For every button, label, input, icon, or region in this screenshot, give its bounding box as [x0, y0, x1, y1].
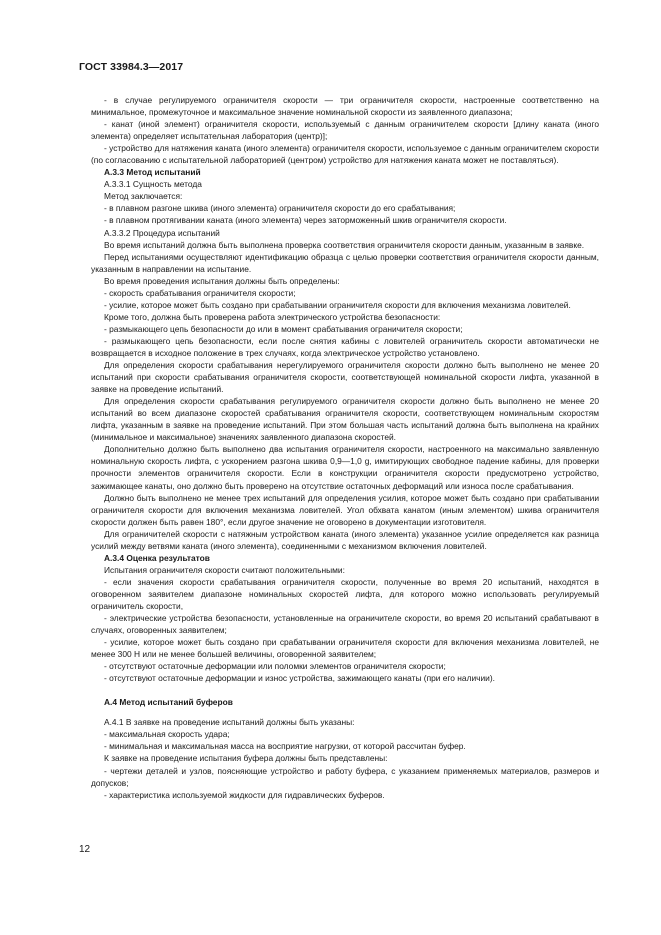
- paragraph: - скорость срабатывания ограничителя скорости;: [104, 287, 296, 298]
- paragraph: А.3.3.1 Сущность метода: [104, 179, 202, 190]
- paragraph: - устройство для натяжения каната (иного элемента) ограничителя скорости, используемое с данным ограничителем скорости (по согласованию с испытательной лабораторией (центром) устройство для натяжения каната может не поставляться).: [91, 143, 599, 166]
- paragraph: - усилие, которое может быть создано при срабатывании ограничителя скорости для включения механизма ловителей, не менее 300 Н или не менее большей величины, оговоренной заявителем;: [91, 637, 599, 660]
- paragraph: - канат (иной элемент) ограничителя скорости, используемый с данным ограничителем скорости [длину каната (иного элемента) определяет испытательная лаборатория (центр)];: [91, 119, 599, 142]
- paragraph: К заявке на проведение испытания буфера должны быть представлены:: [104, 753, 388, 764]
- paragraph: Дополнительно должно быть выполнено два испытания ограничителя скорости, настроенного на максимально заявленную номинальную скорость лифта, с ускорением разгона шкива 0,9—1,0 g, имитирующих свободное падение кабины, для проверки прочности элементов ограничителя скорости. Если в конструкции ограничителя скорости предусмотрено устройство, зажимающее канаты, оно должно быть проверено на отсутствие остаточных деформаций или износа после срабатывания.: [91, 444, 599, 491]
- subsection-heading: А.3.3 Метод испытаний: [104, 167, 201, 178]
- subsection-heading: А.3.4 Оценка результатов: [104, 552, 210, 563]
- paragraph: - в случае регулируемого ограничителя скорости — три ограничителя скорости, настроенные соответственно на минимальное, промежуточное и максимальное значение номинальной скорости из заявленного диапазона;: [91, 95, 599, 118]
- paragraph: - характеристика используемой жидкости для гидравлических буферов.: [104, 789, 385, 800]
- paragraph: - максимальная скорость удара;: [104, 729, 230, 740]
- paragraph: А.3.3.2 Процедура испытаний: [104, 227, 220, 238]
- paragraph: - отсутствуют остаточные деформации или поломки элементов ограничителя скорости;: [104, 661, 446, 672]
- paragraph: Для определения скорости срабатывания регулируемого ограничителя скорости должно быть выполнено не менее 20 испытаний во всем диапазоне скоростей срабатывания ограничителя скорости, соответствующем номинальным скоростям лифта, указанным в заявке на проведение испытаний. При этом большая часть испытаний должна быть выполнена на крайних (минимальное и максимальное) значениях заявленного диапазона скоростей.: [91, 396, 599, 443]
- paragraph: - усилие, которое может быть создано при срабатывании ограничителя скорости для включения механизма ловителей.: [104, 299, 571, 310]
- paragraph: - размыкающего цепь безопасности, если после снятия кабины с ловителей ограничитель скорости автоматически не возвращается в исходное положение в трех случаях, когда электрическое устройство установлено.: [91, 335, 599, 358]
- paragraph: - электрические устройства безопасности, установленные на ограничителе скорости, во время 20 испытаний срабатывают в случаях, оговоренных заявителем;: [91, 613, 599, 636]
- document-body: [91, 94, 599, 801]
- paragraph: Для определения скорости срабатывания нерегулируемого ограничителя скорости должно быть выполнено не менее 20 испытаний при скорости срабатывания ограничителя скорости, соответствующей номинальной скорости лифта, указанной в заявке на проведение испытаний.: [91, 360, 599, 395]
- paragraph: Во время испытаний должна быть выполнена проверка соответствия ограничителя скорости данным, указанным в заявке.: [104, 239, 585, 250]
- paragraph: А.4.1 В заявке на проведение испытаний должны быть указаны:: [104, 717, 355, 728]
- paragraph: - в плавном протягивании каната (иного элемента) через заторможенный шкив ограничителя скорости.: [104, 215, 507, 226]
- paragraph: - чертежи деталей и узлов, поясняющие устройство и работу буфера, с указанием применяемых материалов, размеров и допусков;: [91, 765, 599, 788]
- paragraph: Во время проведения испытания должны быть определены:: [104, 275, 340, 286]
- section-heading: А.4 Метод испытаний буферов: [104, 697, 233, 708]
- paragraph: - отсутствуют остаточные деформации и износ устройства, зажимающего канаты (при его наличии).: [104, 673, 495, 684]
- paragraph: Метод заключается:: [104, 191, 183, 202]
- paragraph: Перед испытаниями осуществляют идентификацию образца с целью проверки соответствия ограничителя скорости данным, указанным в направлении на испытание.: [91, 251, 599, 274]
- page-number: 12: [79, 844, 91, 855]
- paragraph: - если значения скорости срабатывания ограничителя скорости, полученные во время 20 испытаний, находятся в оговоренном заявителем диапазоне номинальных скоростей лифта, для которого можно использовать регулируемый ограничитель скорости,: [91, 576, 599, 611]
- paragraph: - в плавном разгоне шкива (иного элемента) ограничителя скорости до его срабатывания;: [104, 203, 456, 214]
- paragraph: Кроме того, должна быть проверена работа электрического устройства безопасности:: [104, 311, 441, 322]
- document-standard-title: ГОСТ 33984.3—2017: [79, 61, 184, 73]
- paragraph: Для ограничителей скорости с натяжным устройством каната (иного элемента) указанное усилие определяется как разница усилий между ветвями каната (иного элемента), соединенными с механизмом включения ловителей.: [91, 528, 599, 551]
- paragraph: - минимальная и максимальная масса на восприятие нагрузки, от которой рассчитан буфер.: [104, 741, 466, 752]
- paragraph: Испытания ограничителя скорости считают положительными:: [104, 564, 345, 575]
- paragraph: - размыкающего цепь безопасности до или в момент срабатывания ограничителя скорости;: [104, 323, 463, 334]
- paragraph: Должно быть выполнено не менее трех испытаний для определения усилия, которое может быть создано при срабатывании ограничителя скорости для включения механизма ловителей. Угол обхвата канатом (иным элементом) шкива ограничителя скорости должен быть равен 180°, если другое значение не оговорено в документации изготовителя.: [91, 492, 599, 527]
